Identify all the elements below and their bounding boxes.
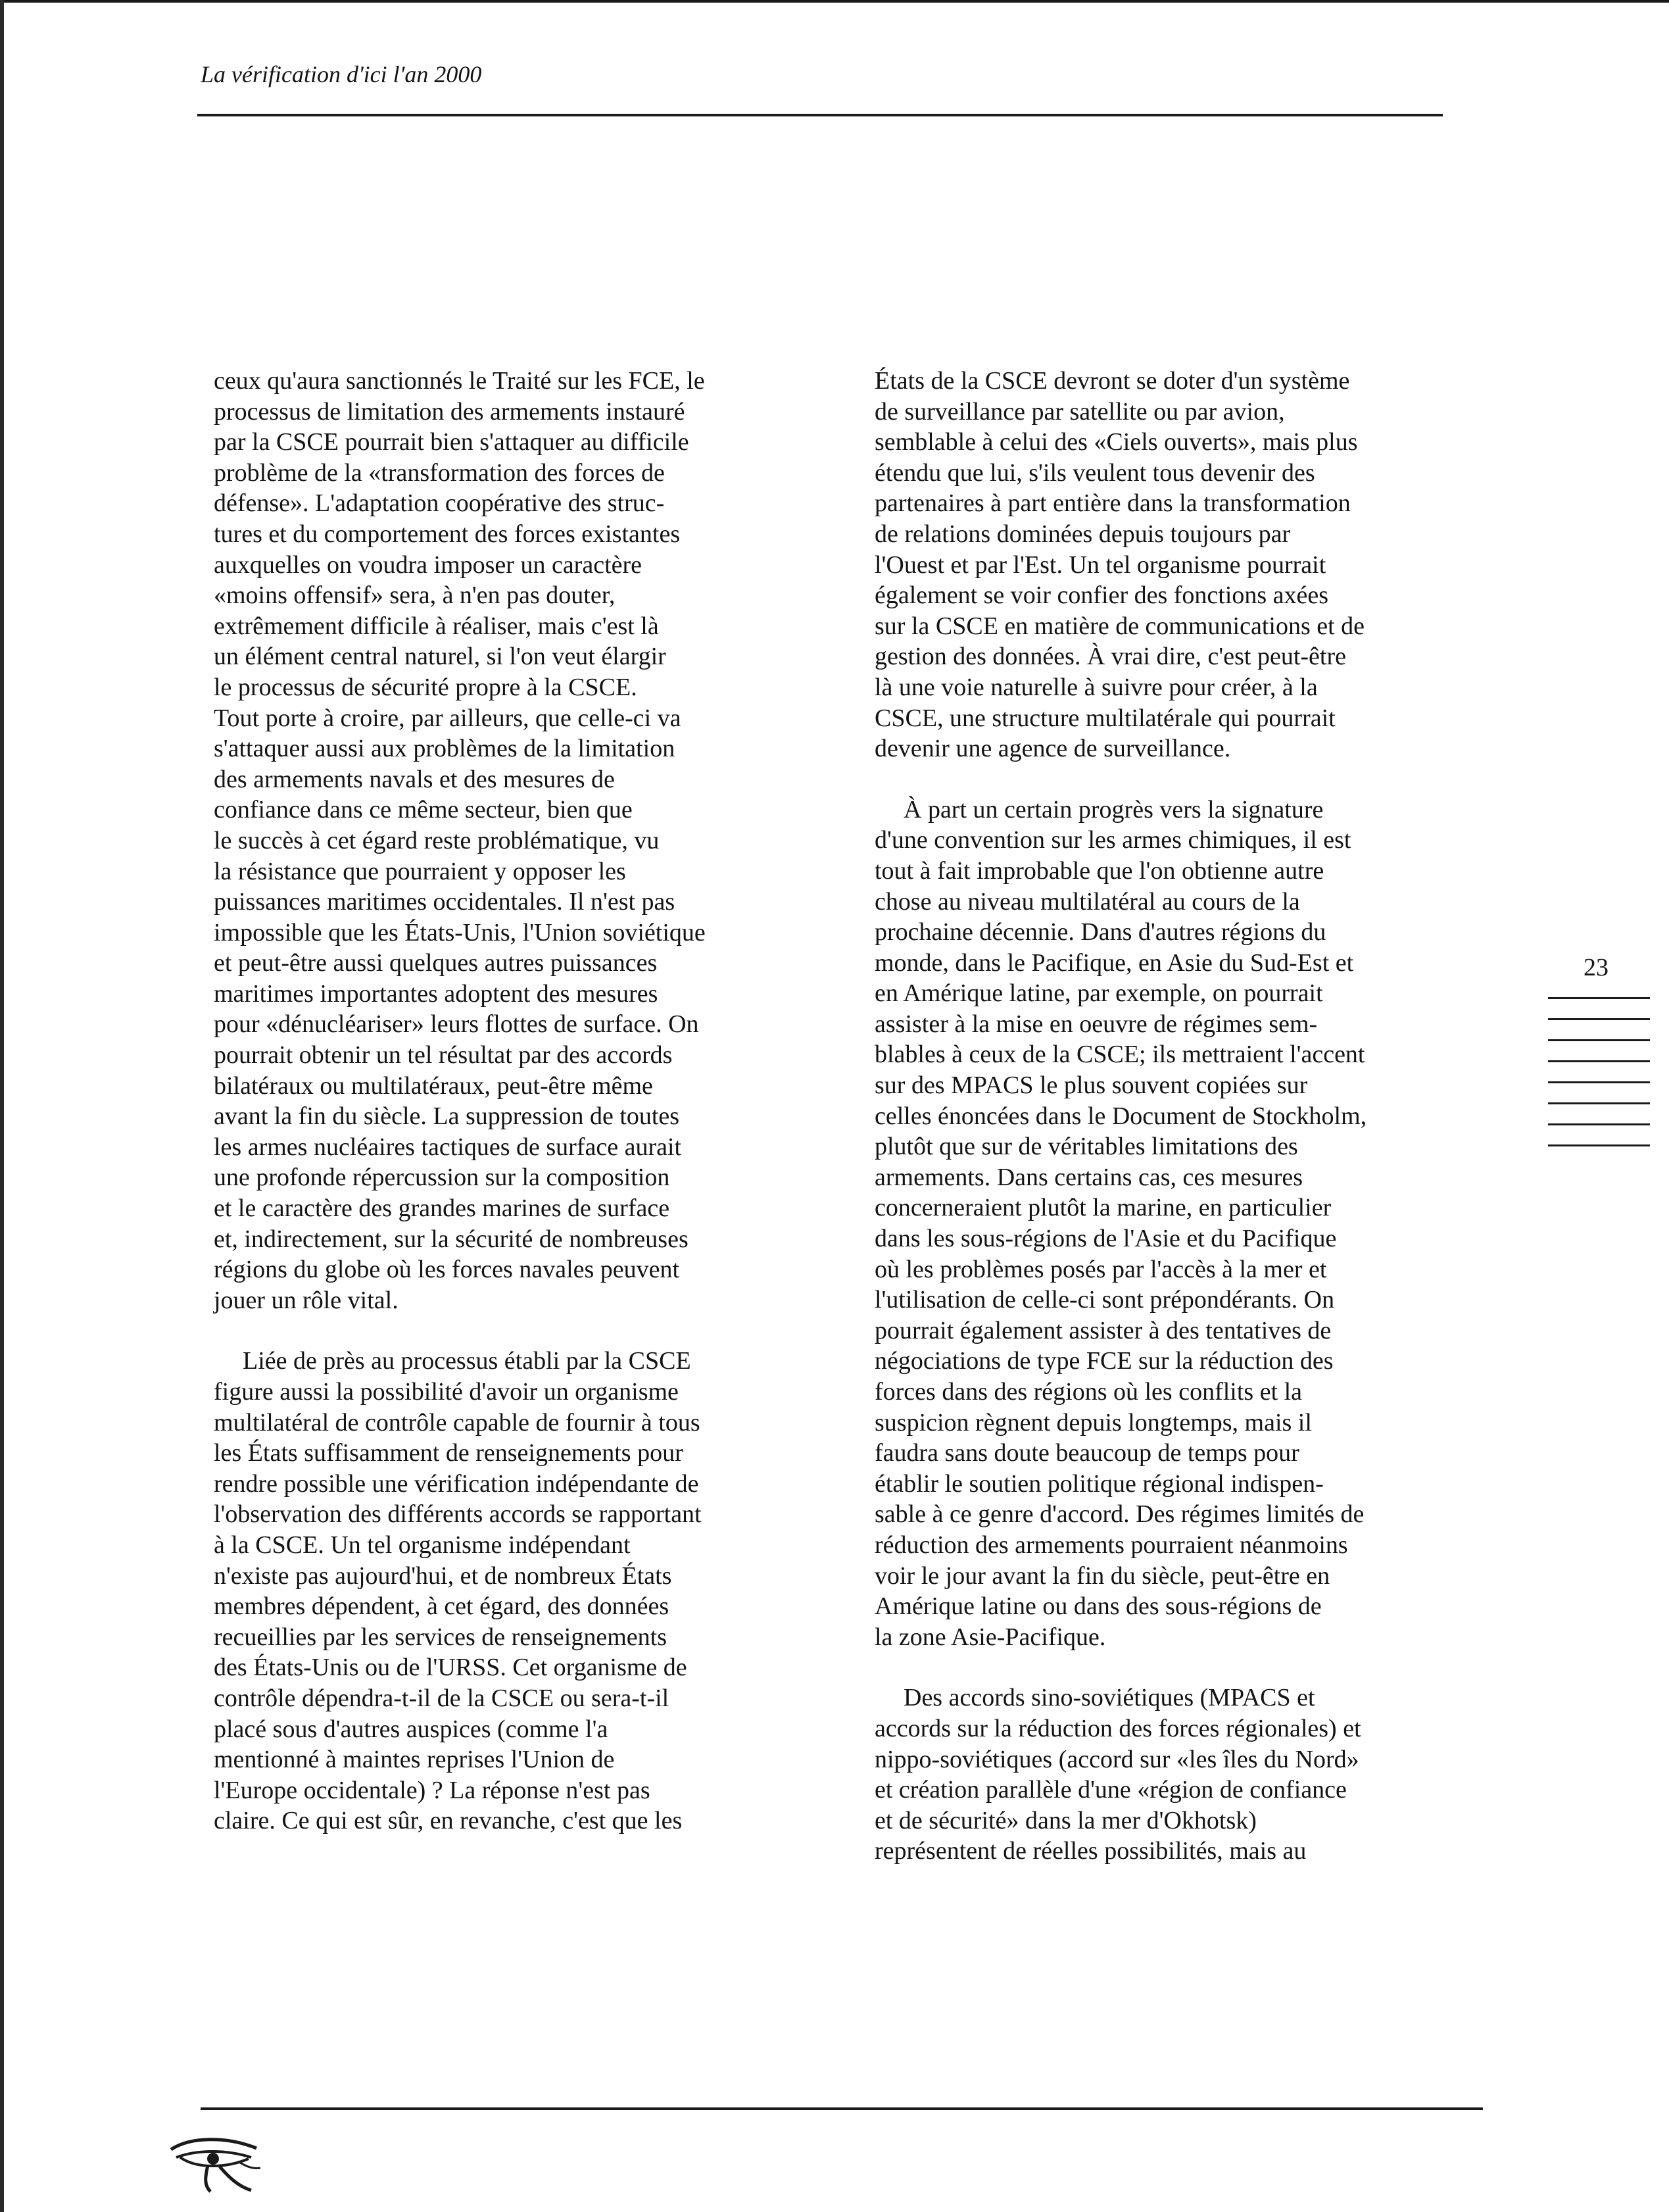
- text-line: semblable à celui des «Ciels ouverts», mais plus: [875, 428, 1358, 456]
- text-line: étendu que lui, s'ils veulent tous devenir des: [875, 458, 1315, 487]
- text-line: des armements navals et des mesures de: [214, 765, 615, 793]
- text-line: une profonde répercussion sur la composition: [214, 1164, 670, 1192]
- margin-rule: [1548, 997, 1650, 999]
- text-line: puissances maritimes occidentales. Il n'est pas: [214, 888, 675, 916]
- text-line: et peut-être aussi quelques autres puissances: [214, 949, 658, 977]
- text-line: processus de limitation des armements instauré: [214, 397, 685, 426]
- paragraph: [875, 795, 1480, 1653]
- text-line: mentionné à maintes reprises l'Union de: [214, 1746, 615, 1774]
- text-line: partenaires à part entière dans la transformation: [875, 489, 1351, 518]
- text-line: l'utilisation de celle-ci sont prépondérants. On: [875, 1286, 1335, 1314]
- text-line: où les problèmes posés par l'accès à la mer et: [875, 1255, 1327, 1283]
- text-line: également se voir confier des fonctions axées: [875, 581, 1329, 610]
- text-line: réduction des armements pourraient néanmoins: [875, 1531, 1348, 1559]
- text-line: gestion des données. À vrai dire, c'est peut-être: [875, 643, 1346, 671]
- text-line: de relations dominées depuis toujours par: [875, 520, 1291, 548]
- text-line: Des accords sino-soviétiques (MPACS et: [904, 1684, 1315, 1712]
- text-line: défense». L'adaptation coopérative des struc-: [214, 489, 665, 518]
- text-line: et création parallèle d'une «région de confiance: [875, 1776, 1347, 1804]
- text-line: pourrait obtenir un tel résultat par des accords: [214, 1041, 673, 1069]
- text-line: contrôle dépendra-t-il de la CSCE ou sera-t-il: [214, 1684, 669, 1712]
- text-line: armements. Dans certains cas, ces mesures: [875, 1163, 1303, 1191]
- text-line: assister à la mise en oeuvre de régimes sem-: [875, 1010, 1318, 1038]
- text-line: «moins offensif» sera, à n'en pas douter,: [214, 581, 616, 610]
- text-line: pour «dénucléariser» leurs flottes de surface. On: [214, 1010, 699, 1039]
- text-line: faudra sans doute beaucoup de temps pour: [875, 1439, 1299, 1467]
- text-line: placé sous d'autres auspices (comme l'a: [214, 1715, 608, 1743]
- text-line: la zone Asie-Pacifique.: [875, 1623, 1106, 1651]
- margin-rule: [1548, 1102, 1650, 1104]
- text-line: le succès à cet égard reste problématique, vu: [214, 826, 660, 854]
- text-line: un élément central naturel, si l'on veut élargir: [214, 643, 666, 671]
- text-line: impossible que les États-Unis, l'Union soviétique: [214, 918, 706, 946]
- top-page-rule: [0, 0, 1669, 3]
- text-line: chose au niveau multilatéral au cours de la: [875, 887, 1300, 916]
- text-line: le processus de sécurité propre à la CSCE.: [214, 673, 637, 701]
- text-line: ceux qu'aura sanctionnés le Traité sur les FCE, le: [214, 367, 705, 395]
- text-line: multilatéral de contrôle capable de fournir à tous: [214, 1408, 700, 1437]
- text-line: négociations de type FCE sur la réduction des: [875, 1347, 1334, 1375]
- text-line: les États suffisamment de renseignements pour: [214, 1439, 683, 1467]
- margin-rule: [1548, 1144, 1650, 1146]
- text-line: forces dans des régions où les conflits et la: [875, 1378, 1303, 1406]
- text-line: prochaine décennie. Dans d'autres régions du: [875, 918, 1326, 946]
- text-line: problème de la «transformation des forces de: [214, 458, 665, 487]
- paragraph: [214, 366, 825, 1315]
- text-line: nippo-soviétiques (accord sur «les îles du Nord»: [875, 1745, 1359, 1773]
- text-line: figure aussi la possibilité d'avoir un organisme: [214, 1378, 679, 1406]
- text-line: bilatéraux ou multilatéraux, peut-être même: [214, 1071, 653, 1100]
- text-line: les armes nucléaires tactiques de surface aurait: [214, 1133, 682, 1161]
- text-line: sur des MPACS le plus souvent copiées sur: [875, 1071, 1308, 1100]
- page-number: 23: [1584, 954, 1609, 981]
- text-line: claire. Ce qui est sûr, en revanche, c'est que les: [214, 1807, 683, 1835]
- text-line: États de la CSCE devront se doter d'un système: [875, 367, 1350, 395]
- text-line: auxquelles on voudra imposer un caractère: [214, 551, 642, 579]
- text-line: Amérique latine ou dans des sous-régions de: [875, 1592, 1322, 1621]
- text-line: l'Europe occidentale) ? La réponse n'est pas: [214, 1776, 650, 1804]
- text-line: d'une convention sur les armes chimiques, il est: [875, 826, 1351, 854]
- paragraph-gap: [875, 1652, 1480, 1683]
- margin-rule: [1548, 1123, 1650, 1125]
- right-text-column: [875, 366, 1480, 1867]
- text-line: l'Ouest et par l'Est. Un tel organisme pourrait: [875, 551, 1326, 579]
- text-line: tout à fait improbable que l'on obtienne autre: [875, 856, 1324, 885]
- text-line: membres dépendent, à cet égard, des données: [214, 1592, 669, 1621]
- eye-of-horus-logo-icon: [164, 2131, 263, 2197]
- text-line: et, indirectement, sur la sécurité de nombreuses: [214, 1225, 689, 1253]
- text-line: dans les sous-régions de l'Asie et du Pacifique: [875, 1225, 1337, 1253]
- margin-rule: [1548, 1081, 1650, 1083]
- paragraph: [875, 366, 1480, 764]
- paragraph: [214, 1346, 825, 1836]
- text-line: avant la fin du siècle. La suppression de toutes: [214, 1102, 680, 1131]
- text-line: à la CSCE. Un tel organisme indépendant: [214, 1531, 631, 1559]
- text-line: celles énoncées dans le Document de Stockholm,: [875, 1102, 1367, 1130]
- text-line: Liée de près au processus établi par la CSCE: [243, 1347, 691, 1375]
- margin-rule: [1548, 1039, 1650, 1041]
- margin-rule: [1548, 1060, 1650, 1062]
- text-line: jouer un rôle vital.: [214, 1286, 399, 1314]
- text-line: n'existe pas aujourd'hui, et de nombreux États: [214, 1561, 672, 1590]
- text-line: voir le jour avant la fin du siècle, peut-être en: [875, 1561, 1330, 1590]
- paragraph-gap: [875, 764, 1480, 795]
- text-line: régions du globe où les forces navales peuvent: [214, 1256, 680, 1284]
- text-line: et le caractère des grandes marines de surface: [214, 1194, 670, 1223]
- scan-left-edge: [0, 0, 4, 2212]
- text-line: rendre possible une vérification indépendante de: [214, 1469, 699, 1498]
- text-line: sable à ce genre d'accord. Des régimes limités de: [875, 1500, 1365, 1529]
- text-line: accords sur la réduction des forces régionales) et: [875, 1714, 1361, 1742]
- text-line: là une voie naturelle à suivre pour créer, à la: [875, 673, 1318, 701]
- text-line: maritimes importantes adoptent des mesures: [214, 979, 658, 1008]
- paragraph: [875, 1683, 1480, 1867]
- text-line: confiance dans ce même secteur, bien que: [214, 796, 633, 824]
- text-line: Tout porte à croire, par ailleurs, que celle-ci va: [214, 704, 681, 732]
- text-line: des États-Unis ou de l'URSS. Cet organisme de: [214, 1654, 687, 1682]
- text-line: en Amérique latine, par exemple, on pourrait: [875, 979, 1323, 1008]
- paragraph-gap: [214, 1315, 825, 1346]
- text-line: extrêmement difficile à réaliser, mais c'est là: [214, 612, 659, 640]
- running-title: La vérification d'ici l'an 2000: [201, 61, 482, 87]
- text-line: représentent de réelles possibilités, mais au: [875, 1837, 1307, 1865]
- margin-rules: [1548, 997, 1650, 1166]
- text-line: sur la CSCE en matière de communications et de: [875, 612, 1365, 640]
- header-rule: [197, 114, 1443, 116]
- margin-rule: [1548, 1018, 1650, 1020]
- text-line: concerneraient plutôt la marine, en particulier: [875, 1194, 1332, 1222]
- text-line: par la CSCE pourrait bien s'attaquer au difficile: [214, 428, 689, 456]
- text-line: monde, dans le Pacifique, en Asie du Sud-Est et: [875, 948, 1354, 977]
- text-line: établir le soutien politique régional indispen-: [875, 1469, 1324, 1498]
- text-line: blables à ceux de la CSCE; ils mettraient l'accent: [875, 1041, 1365, 1069]
- text-line: de surveillance par satellite ou par avion,: [875, 397, 1285, 426]
- text-line: la résistance que pourraient y opposer les: [214, 857, 626, 885]
- text-line: s'attaquer aussi aux problèmes de la limitation: [214, 735, 675, 763]
- text-line: et de sécurité» dans la mer d'Okhotsk): [875, 1806, 1257, 1834]
- left-text-column: [214, 366, 825, 1836]
- text-line: plutôt que sur de véritables limitations des: [875, 1133, 1298, 1161]
- text-line: CSCE, une structure multilatérale qui pourrait: [875, 704, 1336, 732]
- text-line: tures et du comportement des forces existantes: [214, 520, 681, 548]
- text-line: À part un certain progrès vers la signature: [904, 795, 1324, 823]
- text-line: recueillies par les services de renseignements: [214, 1623, 667, 1651]
- text-line: devenir une agence de surveillance.: [875, 735, 1231, 763]
- text-line: suspicion règnent depuis longtemps, mais il: [875, 1408, 1312, 1437]
- footer-rule: [201, 2107, 1483, 2110]
- text-line: l'observation des différents accords se rapportant: [214, 1500, 702, 1529]
- text-line: pourrait également assister à des tentatives de: [875, 1316, 1332, 1344]
